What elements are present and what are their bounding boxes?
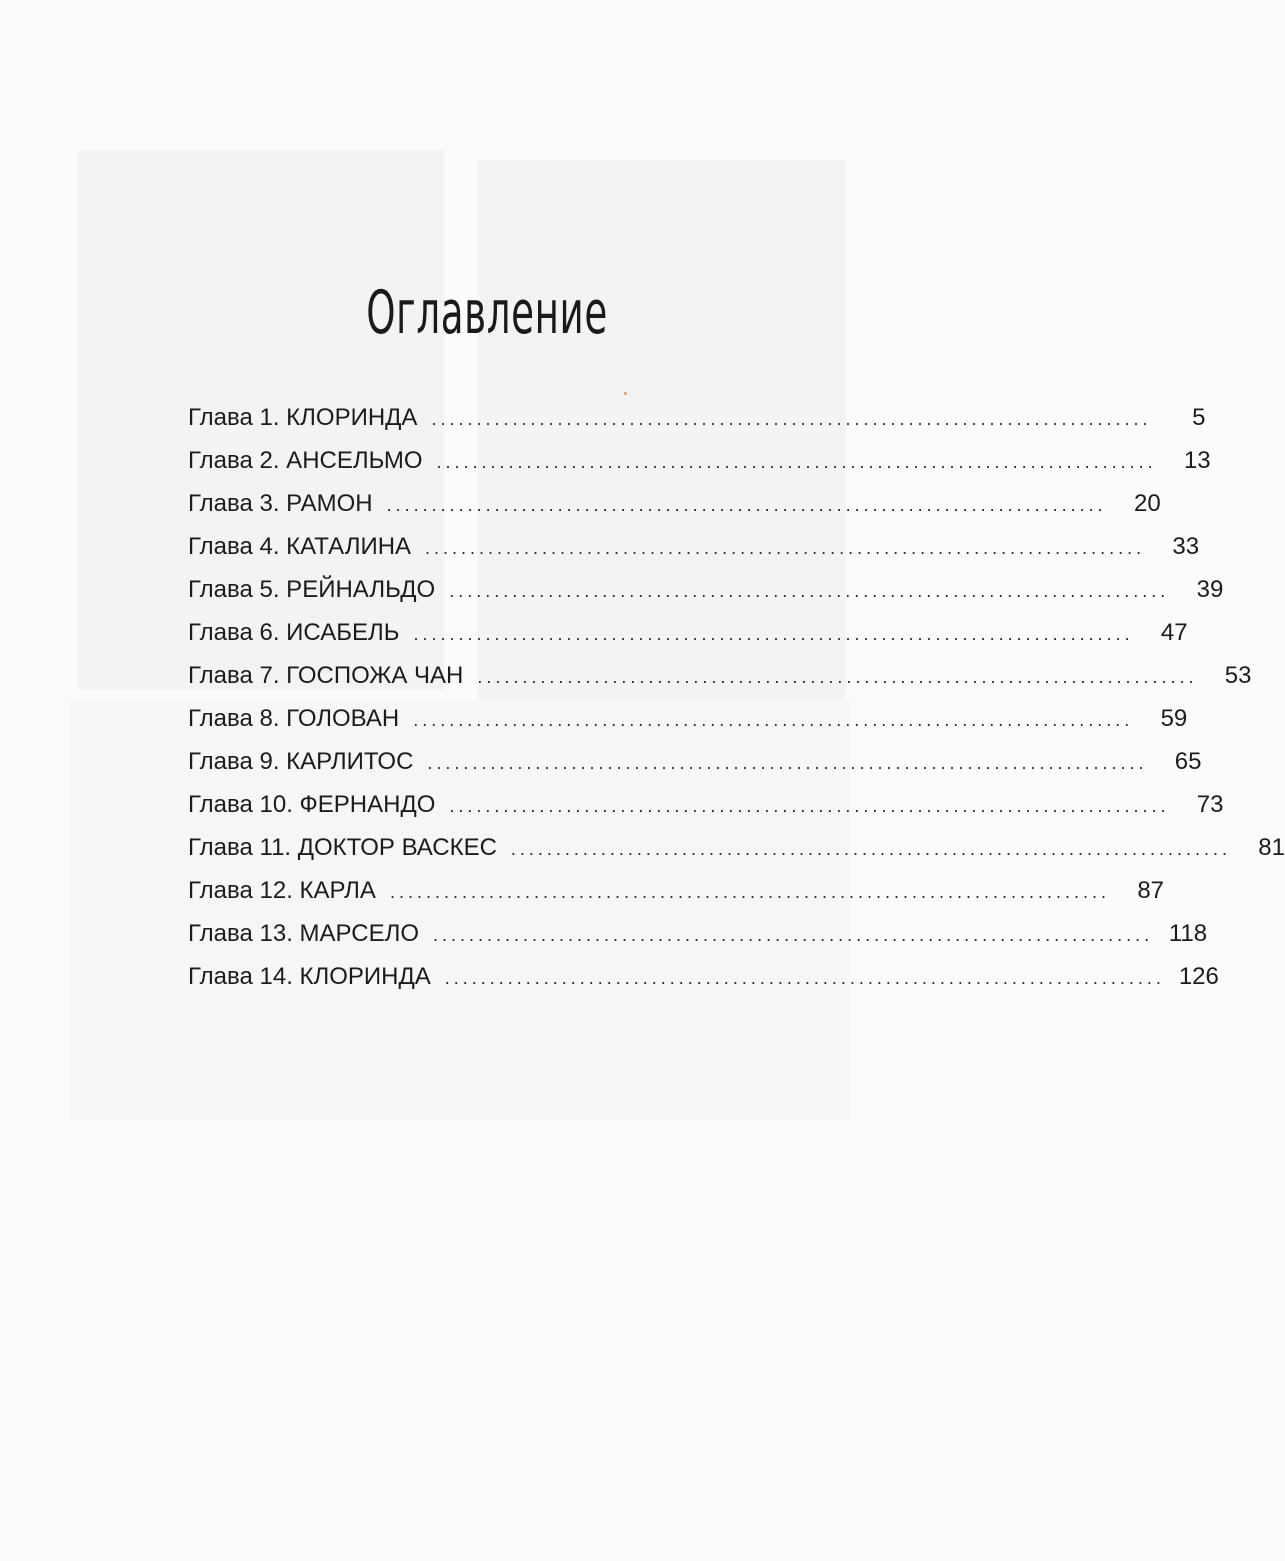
toc-entry (188, 568, 1224, 611)
toc-entry-label: Глава 10. ФЕРНАНДО (188, 791, 436, 818)
toc-entry-page: 87 (1137, 877, 1165, 904)
toc-entry-label: Глава 9. КАРЛИТОС (188, 748, 414, 775)
toc-entry (188, 482, 1161, 525)
toc-leader-dots: ................................................................................ (449, 581, 1170, 601)
toc-leader-dots: ................................................................................ (431, 409, 1152, 429)
toc-entry-page: 126 (1178, 963, 1219, 990)
toc-entry-label: Глава 7. ГОСПОЖА ЧАН (188, 662, 464, 689)
toc-entry-label: Глава 3. РАМОН (188, 490, 373, 517)
toc-entry-label: Глава 2. АНСЕЛЬМО (188, 447, 423, 474)
toc-entry-page: 47 (1160, 619, 1188, 646)
toc-entry-page: 73 (1196, 791, 1224, 818)
table-of-contents (188, 396, 1285, 998)
toc-entry-page: 13 (1183, 447, 1211, 474)
toc-entry-label: Глава 12. КАРЛА (188, 877, 376, 904)
toc-entry-label: Глава 11. ДОКТОР ВАСКЕС (188, 834, 497, 861)
toc-leader-dots: ................................................................................ (413, 624, 1134, 644)
toc-leader-dots: ................................................................................ (477, 667, 1198, 687)
toc-entry-page: 118 (1168, 920, 1208, 947)
toc-entry (188, 525, 1200, 568)
toc-entry-page: 53 (1224, 662, 1252, 689)
toc-entry (188, 912, 1208, 955)
toc-leader-dots: ................................................................................ (425, 538, 1146, 558)
toc-entry-page: 81 (1258, 834, 1285, 861)
toc-entry-page: 59 (1160, 705, 1188, 732)
toc-leader-dots: ................................................................................ (427, 753, 1148, 773)
toc-leader-dots: ................................................................................ (436, 452, 1157, 472)
toc-entry-label: Глава 4. КАТАЛИНА (188, 533, 412, 560)
toc-leader-dots: ................................................................................ (386, 495, 1107, 515)
toc-entry (188, 783, 1224, 826)
toc-entry-label: Глава 5. РЕЙНАЛЬДО (188, 576, 436, 603)
toc-entry (188, 654, 1252, 697)
toc-leader-dots: ................................................................................ (433, 925, 1154, 945)
toc-entry (188, 869, 1165, 912)
toc-entry-page: 20 (1133, 490, 1161, 517)
toc-entry-page: 5 (1192, 404, 1206, 431)
toc-entry (188, 611, 1188, 654)
toc-entry (188, 955, 1219, 998)
toc-leader-dots: ................................................................................ (389, 882, 1111, 902)
toc-leader-dots: ................................................................................ (444, 968, 1165, 988)
toc-entry-page: 39 (1196, 576, 1224, 603)
toc-entry-label: Глава 6. ИСАБЕЛЬ (188, 619, 400, 646)
page-title: Оглавление (366, 278, 608, 349)
toc-entry-page: 65 (1174, 748, 1202, 775)
toc-entry-page: 33 (1172, 533, 1200, 560)
toc-leader-dots: ................................................................................ (449, 796, 1170, 816)
toc-entry-label: Глава 13. МАРСЕЛО (188, 920, 420, 947)
toc-leader-dots: ................................................................................ (413, 710, 1134, 730)
toc-entry-label: Глава 1. КЛОРИНДА (188, 404, 418, 431)
toc-entry (188, 826, 1285, 869)
toc-entry-label: Глава 8. ГОЛОВАН (188, 705, 400, 732)
toc-entry (188, 697, 1188, 740)
toc-entry-label: Глава 14. КЛОРИНДА (188, 963, 431, 990)
toc-entry (188, 439, 1211, 482)
toc-leader-dots: ................................................................................ (510, 839, 1231, 859)
toc-entry (188, 740, 1202, 783)
paper-speck (624, 392, 627, 395)
toc-entry (188, 396, 1206, 439)
